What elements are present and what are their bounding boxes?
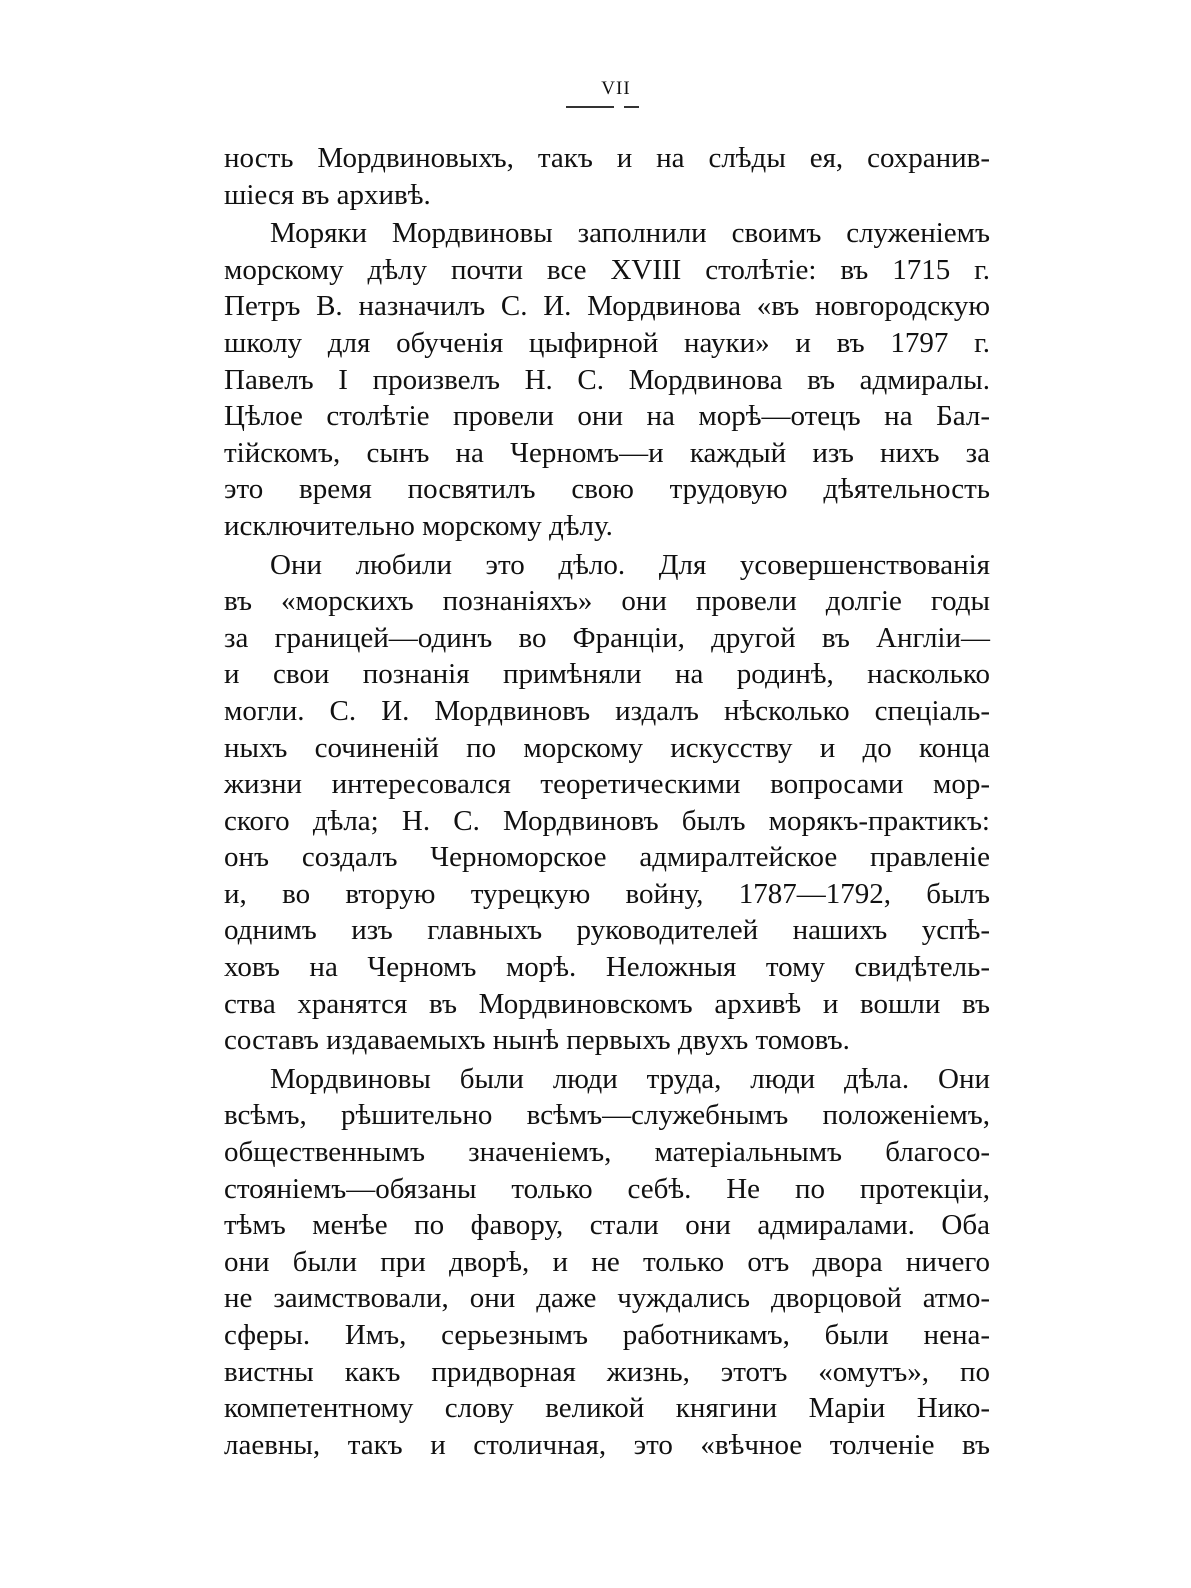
- paragraph: [224, 140, 990, 213]
- text-line: стояніемъ—обязаны только себѣ. Не по протекціи,: [224, 1172, 990, 1205]
- text-line: тійскомъ, сынъ на Черномъ—и каждый изъ нихъ за: [224, 436, 990, 469]
- text-line: ныхъ сочиненій по морскому искусству и до конца: [224, 731, 990, 764]
- paragraph: [224, 547, 990, 1059]
- text-line: и, во вторую турецкую войну, 1787—1792, былъ: [224, 877, 990, 910]
- text-line: въ «морскихъ познаніяхъ» они провели долгіе годы: [224, 585, 990, 618]
- text-line: это время посвятилъ свою трудовую дѣятельность: [224, 473, 990, 506]
- text-line: Мордвиновы были люди труда, люди дѣла. Они: [270, 1062, 990, 1095]
- text-line: морскому дѣлу почти все XVIII столѣтіе: въ 1715 г.: [224, 253, 990, 286]
- text-line: компетентному слову великой княгини Маріи Нико-: [224, 1392, 990, 1425]
- text-line: сферы. Имъ, серьезнымъ работникамъ, были нена-: [224, 1319, 990, 1351]
- text-line: онъ создалъ Черноморское адмиралтейское правленіе: [224, 841, 990, 874]
- text-line: и свои познанія примѣняли на родинѣ, насколько: [224, 658, 990, 691]
- body-text: [224, 140, 990, 1463]
- text-line: Моряки Мордвиновы заполнили своимъ служеніемъ: [270, 217, 990, 250]
- text-line: ховъ на Черномъ морѣ. Неложныя тому свидѣтель-: [224, 951, 990, 984]
- text-line: всѣмъ, рѣшительно всѣмъ—служебнымъ положеніемъ,: [224, 1099, 990, 1132]
- header-rule: [624, 106, 639, 108]
- text-line: вистны какъ придворная жизнь, этотъ «омутъ», по: [224, 1355, 990, 1388]
- text-line: они были при дворѣ, и не только отъ двора ничего: [224, 1245, 990, 1278]
- paragraph: [224, 1061, 990, 1464]
- text-line: лаевны, такъ и столичная, это «вѣчное толченіе въ: [224, 1428, 990, 1461]
- text-line: Павелъ I произвелъ Н. С. Мордвинова въ адмиралы.: [224, 363, 990, 396]
- text-line: исключительно морскому дѣлу.: [224, 509, 613, 542]
- text-line: ства хранятся въ Мордвиновскомъ архивѣ и вошли въ: [224, 987, 990, 1020]
- text-line: Петръ В. назначилъ С. И. Мордвинова «въ новгородскую: [224, 290, 990, 323]
- text-line: общественнымъ значеніемъ, матеріальнымъ благосо-: [224, 1136, 990, 1169]
- paragraph: [224, 215, 990, 544]
- text-line: ского дѣла; Н. С. Мордвиновъ былъ морякъ-практикъ:: [224, 804, 990, 837]
- text-line: Цѣлое столѣтіе провели они на морѣ—отецъ на Бал-: [224, 400, 990, 433]
- text-line: тѣмъ менѣе по фавору, стали они адмиралами. Оба: [224, 1209, 990, 1242]
- text-line: могли. С. И. Мордвиновъ издалъ нѣсколько спеціаль-: [224, 694, 990, 727]
- text-line: жизни интересовался теоретическими вопросами мор-: [224, 768, 990, 801]
- text-line: за границей—одинъ во Франціи, другой въ Англіи—: [224, 621, 990, 654]
- text-line: не заимствовали, они даже чуждались дворцовой атмо-: [224, 1282, 990, 1315]
- text-line: ность Мордвиновыхъ, такъ и на слѣды ея, сохранив-: [224, 142, 990, 174]
- header-rule: [566, 106, 614, 108]
- text-line: шіеся въ архивѣ.: [224, 178, 431, 211]
- text-line: Они любили это дѣло. Для усовершенствованія: [270, 548, 990, 581]
- text-line: составъ издаваемыхъ нынѣ первыхъ двухъ томовъ.: [224, 1024, 850, 1057]
- text-line: однимъ изъ главныхъ руководителей нашихъ успѣ-: [224, 914, 990, 947]
- page-number: VII: [601, 78, 631, 99]
- text-line: школу для обученія цыфирной науки» и въ 1797 г.: [224, 326, 990, 359]
